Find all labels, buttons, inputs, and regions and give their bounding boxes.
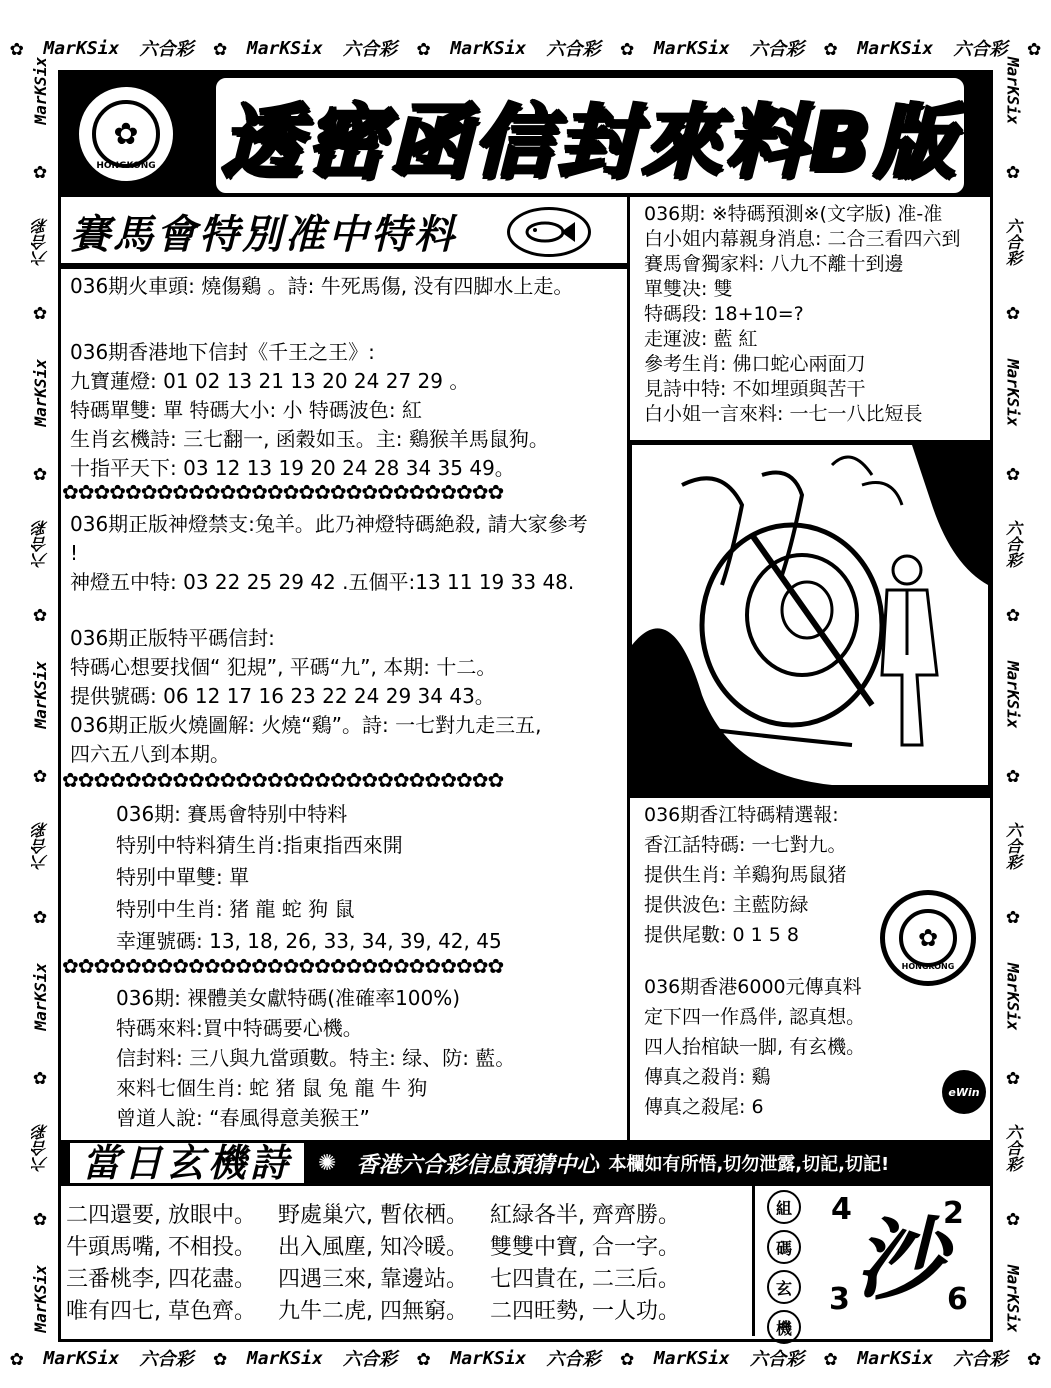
text-line: 036期: ※特碼預測※(文字版) 准-准 xyxy=(644,203,943,225)
brand-cn: 六合彩 xyxy=(546,1349,601,1370)
text-line: 十指平天下: 03 12 13 19 20 24 28 34 35 49。 xyxy=(70,456,515,480)
block-train-head xyxy=(70,272,573,301)
text-line: 傳真之殺肖: 鷄 xyxy=(644,1066,771,1088)
ewin-logo: eWin xyxy=(942,1070,986,1114)
banner-title: 賽馬會特別准中特料 xyxy=(70,212,457,258)
text-line: 特碼來料:買中特碼要心機。 xyxy=(116,1016,363,1040)
flower-divider: ✿✿✿✿✿✿✿✿✿✿✿✿✿✿✿✿✿✿✿✿✿✿✿✿✿✿✿✿ xyxy=(62,768,504,792)
text-line: 定下四一作爲伴, 認真想。 xyxy=(644,1006,866,1028)
poem-verse: 九牛二虎, 四無窮。 xyxy=(278,1299,468,1324)
flower-icon: ✿ xyxy=(10,1345,24,1371)
flower-icon: ✿ xyxy=(33,158,47,184)
poem-row xyxy=(66,1296,746,1328)
text-line: 參考生肖: 佛口蛇心兩面刀 xyxy=(644,353,866,375)
block-title: 036期: 裸體美女獻特碼(准確率100%) xyxy=(116,986,461,1010)
flower-icon: ✿ xyxy=(10,35,24,61)
flower-icon: ✿ xyxy=(417,1345,431,1371)
poem-row xyxy=(66,1200,746,1232)
text-line: 提供生肖: 羊鷄狗馬鼠猪 xyxy=(644,864,847,886)
poem-grid xyxy=(66,1200,746,1328)
poem-verse: 四遇三來, 靠邊站。 xyxy=(278,1267,468,1292)
brand-en: MarKSix xyxy=(450,37,527,59)
text-line: 九寶蓮燈: 01 02 13 21 13 20 24 27 29 。 xyxy=(70,369,470,393)
block-xiangjiang xyxy=(644,800,846,950)
block-title: 036期香港地下信封《千王之王》: xyxy=(70,340,375,364)
text-line: 白小姐内幕親身消息: 二合三看四六到 xyxy=(644,228,961,250)
poem-title: 當日玄機詩 xyxy=(70,1143,304,1183)
brand-cn: 六合彩 xyxy=(1003,821,1023,870)
block-title: 036期正版特平碼信封: xyxy=(70,626,275,650)
brand-cn: 六合彩 xyxy=(953,1349,1008,1370)
brand-cn: 六合彩 xyxy=(30,1124,50,1173)
text-line: 特别中生肖: 猪 龍 蛇 狗 鼠 xyxy=(116,897,355,921)
flower-divider: ✿✿✿✿✿✿✿✿✿✿✿✿✿✿✿✿✿✿✿✿✿✿✿✿✿✿✿✿ xyxy=(62,480,504,504)
frame-left-band xyxy=(22,40,58,1350)
frame-bottom-band xyxy=(0,1340,1051,1376)
text-line: 036期火車頭: 燒傷鷄 。詩: 牛死馬傷, 没有四脚水上走。 xyxy=(70,274,574,298)
brand-cn: 六合彩 xyxy=(342,39,397,60)
flower-icon: ✿ xyxy=(33,460,47,486)
brand-en: MarKSix xyxy=(246,37,323,59)
brand-en: MarKSix xyxy=(653,37,730,59)
brand-cn: 六合彩 xyxy=(1003,217,1023,266)
poem-verse: 三番桃李, 四花盡。 xyxy=(66,1267,256,1292)
text-line: 特碼段: 18+10=? xyxy=(644,303,804,325)
text-line: 四人抬棺缺一脚, 有玄機。 xyxy=(644,1036,866,1058)
flower-icon: ✿ xyxy=(1006,158,1020,184)
flower-divider: ✿✿✿✿✿✿✿✿✿✿✿✿✿✿✿✿✿✿✿✿✿✿✿✿✿✿✿✿ xyxy=(62,954,504,978)
brand-en: MarKSix xyxy=(1003,1265,1023,1333)
brand-cn: 六合彩 xyxy=(30,217,50,266)
flower-icon: ✿ xyxy=(1006,460,1020,486)
flower-icon: ✿ xyxy=(213,35,227,61)
frame-right-band xyxy=(995,40,1031,1350)
poem-verse: 雙雙中寶, 合一字。 xyxy=(490,1235,680,1260)
bauhinia-icon: ✿ xyxy=(899,909,957,967)
block-title: 036期香港6000元傳真料 xyxy=(644,976,862,998)
text-line: 走運波: 藍 紅 xyxy=(644,328,758,350)
block-fax xyxy=(644,972,865,1122)
spark-icon: ✺ xyxy=(318,1150,337,1176)
poem-verse: 二四還要, 放眼中。 xyxy=(66,1203,256,1228)
snail-man-illustration xyxy=(630,443,990,795)
brand-en: MarKSix xyxy=(1003,661,1023,729)
brand-en: MarKSix xyxy=(1003,57,1023,125)
brand-cn: 六合彩 xyxy=(953,39,1008,60)
text-line: 傳真之殺尾: 6 xyxy=(644,1096,764,1118)
poem-banner xyxy=(60,1140,991,1186)
brand-en: MarKSix xyxy=(1003,359,1023,427)
flower-icon: ✿ xyxy=(824,1345,838,1371)
brand-cn: 六合彩 xyxy=(546,39,601,60)
flower-icon: ✿ xyxy=(620,35,634,61)
flower-icon: ✿ xyxy=(213,1345,227,1371)
riddle-number: 3 xyxy=(829,1282,850,1317)
text-line: 提供波色: 主藍防緑 xyxy=(644,894,809,916)
text-line: 幸運號碼: 13, 18, 26, 33, 34, 39, 42, 45 xyxy=(116,929,502,953)
text-line: 提供號碼: 06 12 17 16 23 22 24 29 34 43。 xyxy=(70,684,495,708)
text-line: 特别中單雙: 單 xyxy=(116,865,250,889)
bauhinia-icon: ✿ xyxy=(92,100,160,168)
brand-cn: 六合彩 xyxy=(1003,1124,1023,1173)
brand-cn: 六合彩 xyxy=(342,1349,397,1370)
poem-verse: 二四旺勢, 一人功。 xyxy=(490,1299,680,1324)
brand-cn: 六合彩 xyxy=(749,39,804,60)
fish-icon xyxy=(507,207,591,257)
code-badges xyxy=(767,1190,801,1344)
block-flat-code xyxy=(70,624,541,769)
poem-row xyxy=(66,1232,746,1264)
flower-icon: ✿ xyxy=(33,602,47,628)
brand-en: MarKSix xyxy=(857,37,934,59)
code-badge: 組 xyxy=(767,1190,801,1224)
block-beauty xyxy=(116,984,515,1133)
brand-cn: 六合彩 xyxy=(139,1349,194,1370)
logo-caption: HONGKONG xyxy=(901,962,955,971)
page-title-text: 透密函信封來料B版 xyxy=(212,74,969,197)
flower-icon: ✿ xyxy=(1006,299,1020,325)
brand-en: MarKSix xyxy=(450,1347,527,1369)
poem-note: 本欄如有所悟,切勿泄露,切記,切記! xyxy=(608,1154,890,1175)
text-line: 特别中特料猜生肖:指東指西來開 xyxy=(116,833,403,857)
text-line: 四六五八到本期。 xyxy=(70,742,230,766)
flower-icon: ✿ xyxy=(33,299,47,325)
flower-icon: ✿ xyxy=(1006,1206,1020,1232)
flower-icon: ✿ xyxy=(1006,602,1020,628)
brand-cn: 六合彩 xyxy=(1003,519,1023,568)
page-title xyxy=(190,78,990,193)
flower-icon: ✿ xyxy=(1006,762,1020,788)
text-line: 賽馬會獨家料: 八九不離十到邊 xyxy=(644,253,904,275)
text-line: 信封料: 三八與九當頭數。特主: 绿、防: 藍。 xyxy=(116,1046,516,1070)
flower-icon: ✿ xyxy=(33,1206,47,1232)
riddle-number: 2 xyxy=(943,1196,964,1231)
text-line: 來料七個生肖: 蛇 猪 鼠 兔 龍 牛 狗 xyxy=(116,1076,428,1100)
text-line: 白小姐一言來料: 一七一八比短長 xyxy=(644,403,923,425)
block-title: 036期: 賽馬會特别中特料 xyxy=(116,802,348,826)
flower-icon: ✿ xyxy=(33,904,47,930)
code-badge: 機 xyxy=(767,1310,801,1344)
text-line: 見詩中特: 不如埋頭與苦干 xyxy=(644,378,866,400)
brand-en: MarKSix xyxy=(857,1347,934,1369)
logo-caption: HONGKONG xyxy=(96,161,156,171)
brand-en: MarKSix xyxy=(1003,963,1023,1031)
block-underground-envelope xyxy=(70,338,549,483)
code-badge: 玄 xyxy=(767,1270,801,1304)
brand-en: MarKSix xyxy=(43,1347,120,1369)
flower-icon: ✿ xyxy=(417,35,431,61)
poem-verse: 野處巢穴, 暫依栖。 xyxy=(278,1203,468,1228)
text-line: 特碼心想要找個“ 犯規”, 平碼“九”, 本期: 十二。 xyxy=(70,655,497,679)
block-title: 036期香江特碼精選報: xyxy=(644,804,839,826)
riddle-number: 4 xyxy=(831,1192,852,1227)
frame-top-band xyxy=(0,30,1051,66)
brand-en: MarKSix xyxy=(30,1265,50,1333)
text-line: 036期正版火燒圖解: 火燒“鷄”。詩: 一七對九走三五, xyxy=(70,713,542,737)
hk-emblem-logo-small xyxy=(880,890,976,986)
flower-icon: ✿ xyxy=(824,35,838,61)
flower-icon: ✿ xyxy=(1027,35,1041,61)
text-line: 生肖玄機詩: 三七翻一, 函穀如玉。主: 鷄猴羊馬鼠狗。 xyxy=(70,427,549,451)
brand-en: MarKSix xyxy=(43,37,120,59)
poem-verse: 牛頭馬嘴, 不相投。 xyxy=(66,1235,256,1260)
brand-en: MarKSix xyxy=(30,57,50,125)
flower-icon: ✿ xyxy=(1006,904,1020,930)
block-prediction xyxy=(644,202,960,427)
jockey-club-banner xyxy=(60,200,627,266)
poem-verse: 唯有四七, 草色齊。 xyxy=(66,1299,256,1324)
poem-subtitle: 香港六合彩信息預猜中心 xyxy=(356,1152,599,1178)
brand-en: MarKSix xyxy=(30,661,50,729)
text-line: 單雙决: 雙 xyxy=(644,278,733,300)
block-special xyxy=(116,800,502,957)
poem-verse: 紅緑各半, 齊齊勝。 xyxy=(490,1203,680,1228)
flower-icon: ✿ xyxy=(33,762,47,788)
flower-icon: ✿ xyxy=(620,1345,634,1371)
text-line: 特碼單雙: 單 特碼大小: 小 特碼波色: 紅 xyxy=(70,398,423,422)
flower-icon: ✿ xyxy=(1006,1064,1020,1090)
flower-icon: ✿ xyxy=(33,1064,47,1090)
code-badge: 碼 xyxy=(767,1230,801,1264)
brand-en: MarKSix xyxy=(30,963,50,1031)
flower-icon: ✿ xyxy=(1027,1345,1041,1371)
divider xyxy=(627,795,993,798)
hk-emblem-logo xyxy=(74,82,178,186)
poem-verse: 出入風塵, 知冷暖。 xyxy=(278,1235,468,1260)
text-line: 提供尾數: 0 1 5 8 xyxy=(644,924,799,946)
brand-en: MarKSix xyxy=(246,1347,323,1369)
poem-row xyxy=(66,1264,746,1296)
riddle-character: 沙 xyxy=(855,1208,945,1313)
block-lamp xyxy=(70,510,588,597)
brand-en: MarKSix xyxy=(653,1347,730,1369)
poem-verse: 七四貴在, 二三后。 xyxy=(490,1267,680,1292)
riddle-number: 6 xyxy=(947,1282,968,1317)
brand-cn: 六合彩 xyxy=(139,39,194,60)
code-riddle-box xyxy=(752,1186,989,1336)
divider xyxy=(60,266,627,269)
brand-en: MarKSix xyxy=(30,359,50,427)
text-line: 曾道人說: “春風得意美猴王” xyxy=(116,1106,370,1130)
brand-cn: 六合彩 xyxy=(749,1349,804,1370)
text-line: 036期正版神燈禁支:兔羊。此乃神燈特碼絶殺, 請大家參考 xyxy=(70,512,588,536)
text-line: 神燈五中特: 03 22 25 29 42 .五個平:13 11 19 33 48. xyxy=(70,570,575,594)
brand-cn: 六合彩 xyxy=(30,519,50,568)
brand-cn: 六合彩 xyxy=(30,821,50,870)
text-line: 香江話特碼: 一七對九。 xyxy=(644,834,847,856)
text-line: ! xyxy=(70,541,79,565)
